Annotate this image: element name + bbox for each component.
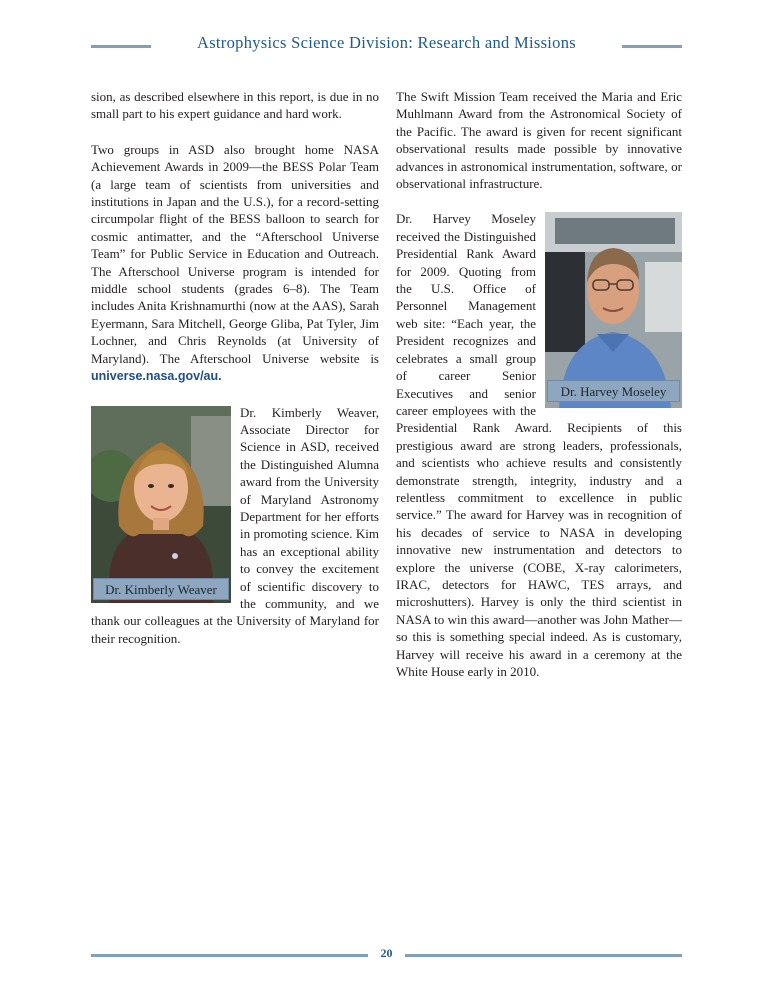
left-column [91,88,379,647]
kimberly-weaver-caption: Dr. Kimberly Weaver [93,578,229,600]
harvey-moseley-portrait-image [545,212,682,408]
harvey-moseley-photo [545,212,682,408]
kimberly-weaver-portrait-image [91,406,231,603]
left-paragraph-2-text: Two groups in ASD also brought home NASA Achievement Awards in 2009—the BESS Polar Team (a large team of scientists from universities and institutions in Japan and the U.S.), for a record-setting circumpolar flight of the BESS balloon to search for cosmic antimatter, and the “Afterschool Universe Team” for Public Service in Education and Outreach. The Afterschool Universe program is intended for middle school students (grades 6–8). The Team includes Anita Krishnamurthi (now at the AAS), Sarah Eyermann, Sara Mitchell, George Gliba, Pat Tyler, Jim Lochner, and Chris Reynolds (at University of Maryland). The Afterschool Universe website is [91,141,379,366]
harvey-moseley-caption: Dr. Harvey Moseley [547,380,680,402]
header-rule-right [622,45,682,48]
header-rule-left [91,45,151,48]
left-paragraph-3: Dr. Kimberly Weaver, Associate Director for Science in ASD, received the Distinguished Alumna award from the University of Maryland Astronomy Department for her efforts in promoting science. Kim has an exceptional ability to convey the excitement of scientific discovery to the community, and we thank our colleagues at the University of Maryland for their recognition. [91,404,379,646]
running-header-title: Astrophysics Science Division: Research and Missions [196,33,576,52]
left-paragraph-1: sion, as described elsewhere in this report, is due in no small part to his expert guidance and hard work. [91,89,379,122]
kimberly-weaver-photo [91,406,231,603]
right-paragraph-1: The Swift Mission Team received the Maria and Eric Muhlmann Award from the Astronomical Society of the Pacific. The award is given for recent significant observational results made possible by innovative advances in astronomical instrumentation, software, or observational infrastructure. [396,89,682,192]
footer-rule-left [91,954,368,957]
footer-rule-right [405,954,682,957]
right-column [396,88,682,680]
right-paragraph-2: Dr. Harvey Moseley received the Distinguished Presidential Rank Award for 2009. Quoting from the U.S. Office of Personnel Management web site: “Each year, the President recognizes and celebrates a small group of career Senior Executives and senior career employees with the Presidential Rank Award. Recipients of this prestigious award are strong leaders, professionals, and scientists who achieve results and consistently demonstrate strength, integrity, industry and a relentless commitment to excellence in public service.” The award for Harvey was in recognition of his decades of service to NASA in developing innovative new instrumentation and detectors to explore the universe (COBE, X-ray calorimeters, IRAC, detectors for HAWC, TES arrays, and microshutters). Harvey is only the third scientist in NASA to win this award—another was John Mather—so this is something special indeed. As is customary, Harvey will receive his award in a ceremony at the White House early in 2010. [396,211,682,679]
page-number: 20 [380,946,393,960]
left-paragraph-2 [91,141,379,386]
afterschool-universe-link[interactable]: universe.nasa.gov/au. [91,369,222,384]
